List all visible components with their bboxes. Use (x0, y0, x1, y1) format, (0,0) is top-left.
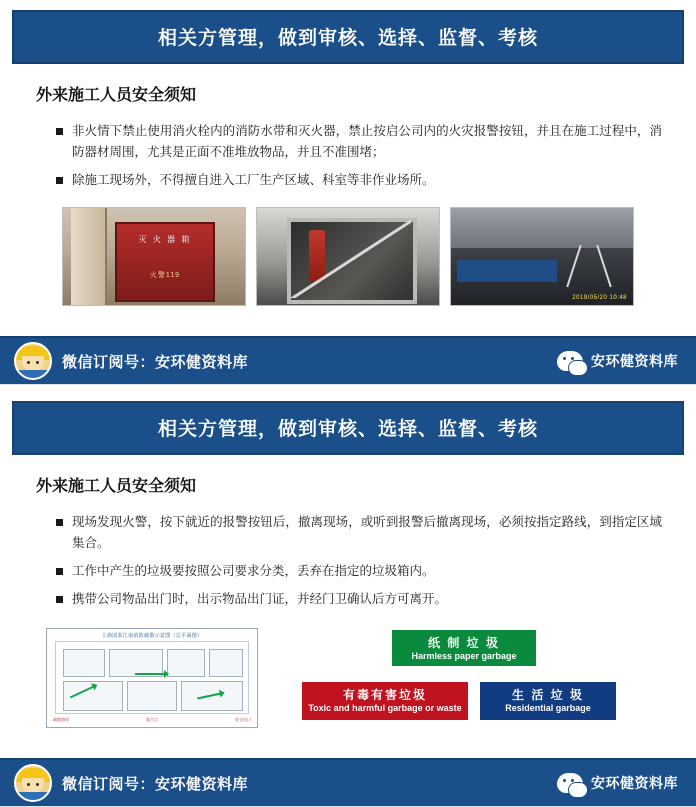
list-item: 携带公司物品出门时，出示物品出门证，并经门卫确认后方可离开。 (56, 589, 662, 610)
map-room (127, 681, 177, 711)
toxic-harmful-garbage-sign (300, 680, 470, 722)
map-legend-mid: 集合点 (146, 717, 158, 722)
map-gridline (55, 713, 249, 714)
sign-label-cn: 有毒有害垃圾 (342, 688, 427, 702)
wall-shape (451, 208, 633, 248)
slide-1-header: 相关方管理，做到审核、选择、监督、考核 (12, 10, 684, 64)
body-shape (18, 370, 48, 378)
document-page (0, 10, 696, 807)
eye-left-shape (27, 783, 30, 786)
footer-subscribe-label: 微信订阅号：安环健资料库 (62, 775, 249, 793)
wechat-dot-left (563, 779, 566, 782)
slide-2-body (0, 455, 696, 752)
sign-label-en: Toxic and harmful garbage or waste (308, 703, 462, 713)
list-item: 非火情下禁止使用消火栓内的消防水带和灭火器，禁止按启公司内的火灾报警按钮，并且在施工过程中，消防器材周围，尤其是正面不准堆放物品，并且不准围堵； (56, 121, 662, 163)
map-gridline (248, 641, 249, 714)
list-item: 现场发现火警，按下就近的报警按钮后，撤离现场，或听到报警后撤离现场，必须按指定路线，到指定区域集合。 (56, 512, 662, 554)
slide-1-photo-row (24, 203, 672, 322)
slide-2-header: 相关方管理，做到审核、选择、监督、考核 (12, 401, 684, 455)
sign-label-en: Harmless paper garbage (411, 651, 517, 661)
residential-garbage-sign (478, 680, 618, 722)
avatar (14, 764, 52, 802)
list-item: 除施工现场外，不得擅自进入工厂生产区域、科室等非作业场所。 (56, 170, 662, 191)
footer-brand-label: 安环健资料库 (591, 353, 678, 369)
slide-1-body (0, 64, 696, 330)
wechat-dot-right (571, 357, 574, 360)
map-gridline (55, 641, 56, 714)
slide-2 (0, 401, 696, 807)
map-legend-left: 疏散路线 (53, 717, 69, 722)
wechat-icon (557, 773, 583, 793)
slide-2-title: 外来施工人员安全须知 (36, 478, 197, 495)
slide-separator (0, 385, 696, 391)
footer-brand-label: 安环健资料库 (591, 775, 678, 791)
slide-1-bullet-list (24, 121, 672, 191)
slide-1-title: 外来施工人员安全须知 (36, 87, 197, 104)
map-room (63, 649, 105, 677)
blue-table-shape (457, 260, 557, 282)
map-gridline (55, 641, 249, 642)
slide-2-footer (0, 758, 696, 806)
footer-left-group (0, 764, 248, 802)
workshop-area-photo (450, 207, 634, 306)
photo-timestamp: 2019/05/20 10:48 (572, 295, 627, 301)
map-room (209, 649, 243, 677)
slide-2-graphics-row (24, 622, 672, 744)
evacuation-map-image (46, 628, 258, 728)
wechat-dot-left (563, 357, 566, 360)
map-evacuation-arrow (135, 673, 165, 675)
door-shape (71, 208, 107, 305)
garbage-sign-group (272, 628, 591, 726)
eye-right-shape (36, 361, 39, 364)
sign-label-en: Residential garbage (505, 703, 591, 713)
wechat-dot-right (571, 779, 574, 782)
glass-reflection-shape (285, 216, 411, 298)
eye-right-shape (36, 783, 39, 786)
slide-1-footer (0, 336, 696, 384)
fire-extinguisher-cabinet-photo (62, 207, 246, 306)
wechat-icon (557, 351, 583, 371)
footer-left-group (0, 342, 248, 380)
footer-right-group (557, 773, 696, 793)
cabinet-shape (115, 222, 215, 302)
sign-label-cn: 纸 制 垃 圾 (427, 636, 500, 650)
cabinet-label: 灭 火 器 箱 (138, 235, 192, 244)
sign-label-cn: 生 活 垃 圾 (511, 688, 584, 702)
map-title: 上海国泰江南消防疏散示意图（总平面图） (101, 633, 203, 639)
eye-left-shape (27, 361, 30, 364)
slide-2-bullet-list (24, 512, 672, 610)
map-legend-right: 安全出口 (235, 717, 251, 722)
slide-1 (0, 10, 696, 385)
cabinet-sublabel: 火警119 (149, 272, 181, 279)
map-room (167, 649, 205, 677)
footer-right-group (557, 351, 696, 371)
avatar (14, 342, 52, 380)
map-legend (53, 717, 251, 725)
footer-subscribe-label: 微信订阅号：安环健资料库 (62, 353, 249, 371)
harmless-paper-garbage-sign (390, 628, 538, 668)
tripod-shape (569, 244, 609, 286)
list-item: 工作中产生的垃圾要按照公司要求分类，丢弃在指定的垃圾箱内。 (56, 561, 662, 582)
fire-hose-cabinet-photo (256, 207, 440, 306)
body-shape (18, 792, 48, 800)
